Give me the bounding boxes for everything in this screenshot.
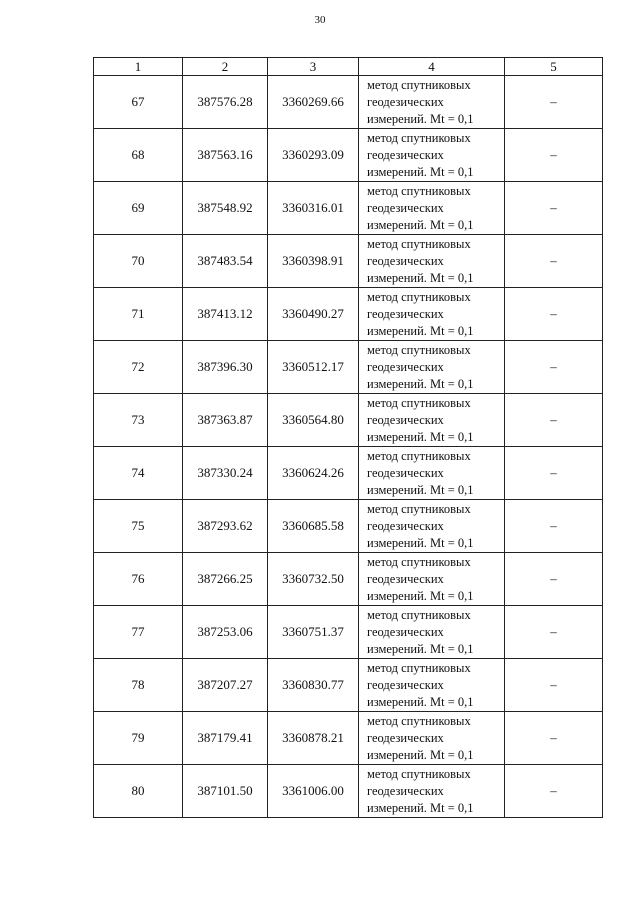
point-number-cell: 78 <box>94 659 183 712</box>
point-number-cell: 79 <box>94 712 183 765</box>
x-coordinate-cell: 387330.24 <box>183 447 268 500</box>
x-coordinate-cell: 387396.30 <box>183 341 268 394</box>
y-coordinate-cell: 3360878.21 <box>268 712 359 765</box>
column-header: 2 <box>183 58 268 76</box>
y-coordinate-cell: 3360830.77 <box>268 659 359 712</box>
note-cell: – <box>505 288 603 341</box>
note-cell: – <box>505 182 603 235</box>
point-number-cell: 71 <box>94 288 183 341</box>
table-row <box>94 394 603 447</box>
table-row <box>94 659 603 712</box>
method-cell: метод спутниковых геодезических измерений. Mt = 0,1 <box>359 447 505 500</box>
x-coordinate-cell: 387253.06 <box>183 606 268 659</box>
method-cell: метод спутниковых геодезических измерений. Mt = 0,1 <box>359 341 505 394</box>
table-body <box>94 76 603 818</box>
point-number-cell: 68 <box>94 129 183 182</box>
note-cell: – <box>505 235 603 288</box>
table-row <box>94 553 603 606</box>
y-coordinate-cell: 3360512.17 <box>268 341 359 394</box>
note-cell: – <box>505 341 603 394</box>
x-coordinate-cell: 387207.27 <box>183 659 268 712</box>
method-cell: метод спутниковых геодезических измерений. Mt = 0,1 <box>359 182 505 235</box>
y-coordinate-cell: 3360490.27 <box>268 288 359 341</box>
y-coordinate-cell: 3360269.66 <box>268 76 359 129</box>
y-coordinate-cell: 3360732.50 <box>268 553 359 606</box>
note-cell: – <box>505 712 603 765</box>
method-cell: метод спутниковых геодезических измерений. Mt = 0,1 <box>359 500 505 553</box>
x-coordinate-cell: 387548.92 <box>183 182 268 235</box>
x-coordinate-cell: 387576.28 <box>183 76 268 129</box>
method-cell: метод спутниковых геодезических измерений. Mt = 0,1 <box>359 288 505 341</box>
method-cell: метод спутниковых геодезических измерений. Mt = 0,1 <box>359 129 505 182</box>
x-coordinate-cell: 387101.50 <box>183 765 268 818</box>
x-coordinate-cell: 387563.16 <box>183 129 268 182</box>
table-row <box>94 129 603 182</box>
y-coordinate-cell: 3361006.00 <box>268 765 359 818</box>
y-coordinate-cell: 3360564.80 <box>268 394 359 447</box>
table-row <box>94 712 603 765</box>
point-number-cell: 72 <box>94 341 183 394</box>
method-cell: метод спутниковых геодезических измерений. Mt = 0,1 <box>359 394 505 447</box>
table-row <box>94 182 603 235</box>
table-row <box>94 76 603 129</box>
point-number-cell: 80 <box>94 765 183 818</box>
note-cell: – <box>505 500 603 553</box>
column-header: 4 <box>359 58 505 76</box>
note-cell: – <box>505 447 603 500</box>
note-cell: – <box>505 394 603 447</box>
x-coordinate-cell: 387413.12 <box>183 288 268 341</box>
method-cell: метод спутниковых геодезических измерений. Mt = 0,1 <box>359 606 505 659</box>
page-number: 30 <box>314 14 326 26</box>
note-cell: – <box>505 76 603 129</box>
method-cell: метод спутниковых геодезических измерений. Mt = 0,1 <box>359 659 505 712</box>
method-cell: метод спутниковых геодезических измерений. Mt = 0,1 <box>359 553 505 606</box>
point-number-cell: 69 <box>94 182 183 235</box>
y-coordinate-cell: 3360316.01 <box>268 182 359 235</box>
method-cell: метод спутниковых геодезических измерений. Mt = 0,1 <box>359 76 505 129</box>
table-row <box>94 500 603 553</box>
point-number-cell: 77 <box>94 606 183 659</box>
x-coordinate-cell: 387266.25 <box>183 553 268 606</box>
y-coordinate-cell: 3360293.09 <box>268 129 359 182</box>
note-cell: – <box>505 606 603 659</box>
note-cell: – <box>505 553 603 606</box>
table-row <box>94 235 603 288</box>
x-coordinate-cell: 387293.62 <box>183 500 268 553</box>
column-header: 5 <box>505 58 603 76</box>
point-number-cell: 73 <box>94 394 183 447</box>
note-cell: – <box>505 129 603 182</box>
y-coordinate-cell: 3360751.37 <box>268 606 359 659</box>
x-coordinate-cell: 387179.41 <box>183 712 268 765</box>
y-coordinate-cell: 3360685.58 <box>268 500 359 553</box>
column-header: 3 <box>268 58 359 76</box>
table-row <box>94 765 603 818</box>
point-number-cell: 70 <box>94 235 183 288</box>
method-cell: метод спутниковых геодезических измерений. Mt = 0,1 <box>359 712 505 765</box>
table-row <box>94 606 603 659</box>
y-coordinate-cell: 3360398.91 <box>268 235 359 288</box>
table-row <box>94 341 603 394</box>
note-cell: – <box>505 765 603 818</box>
method-cell: метод спутниковых геодезических измерений. Mt = 0,1 <box>359 765 505 818</box>
table-row <box>94 288 603 341</box>
point-number-cell: 67 <box>94 76 183 129</box>
point-number-cell: 75 <box>94 500 183 553</box>
table-header-row <box>94 58 603 76</box>
note-cell: – <box>505 659 603 712</box>
y-coordinate-cell: 3360624.26 <box>268 447 359 500</box>
point-number-cell: 74 <box>94 447 183 500</box>
x-coordinate-cell: 387363.87 <box>183 394 268 447</box>
x-coordinate-cell: 387483.54 <box>183 235 268 288</box>
point-number-cell: 76 <box>94 553 183 606</box>
column-header: 1 <box>94 58 183 76</box>
method-cell: метод спутниковых геодезических измерений. Mt = 0,1 <box>359 235 505 288</box>
table-row <box>94 447 603 500</box>
coordinates-table <box>93 57 603 818</box>
